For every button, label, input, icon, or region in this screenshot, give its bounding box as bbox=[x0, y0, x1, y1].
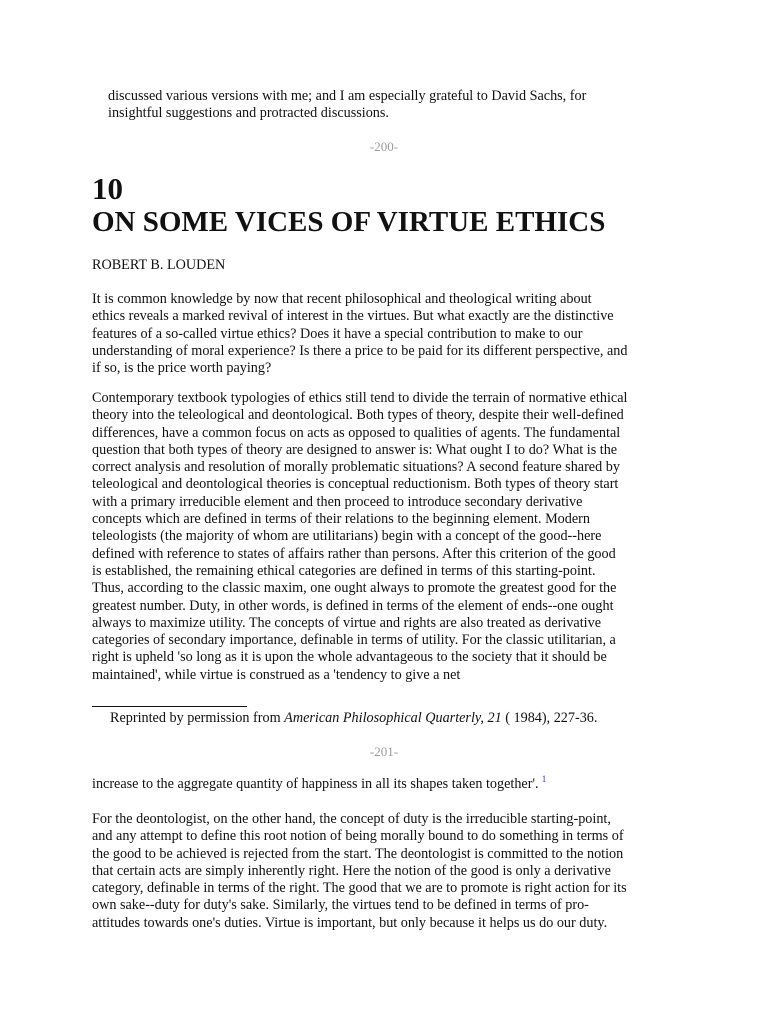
text-line: insightful suggestions and protracted discussions. bbox=[108, 105, 389, 121]
text-line: always to maximize utility. The concepts of virtue and rights are also treated as derivative bbox=[92, 614, 602, 631]
text-line: and any attempt to define this root notion of being morally bound to do something in terms of bbox=[92, 828, 624, 845]
text-line: For the deontologist, on the other hand, the concept of duty is the irreducible starting-point, bbox=[92, 811, 611, 827]
text-line: differences, have a common focus on acts as opposed to qualities of agents. The fundamental bbox=[92, 424, 621, 441]
chapter-title: ON SOME VICES OF VIRTUE ETHICS bbox=[92, 206, 606, 238]
footnote-reference-link[interactable]: 1 bbox=[541, 775, 547, 786]
chapter-number: 10 bbox=[92, 171, 123, 206]
text-line: teleologists (the majority of whom are utilitarians) begin with a concept of the good--here bbox=[92, 528, 602, 545]
footnote-prefix: Reprinted by permission from bbox=[110, 710, 285, 726]
text-line: category, definable in terms of the right. The good that we are to promote is right action for its bbox=[92, 880, 627, 897]
footnote bbox=[110, 710, 597, 727]
text-line: theory into the teleological and deontological. Both types of theory, despite their well-defined bbox=[92, 407, 624, 424]
text-line: defined with reference to states of affairs rather than persons. After this criterion of the good bbox=[92, 545, 616, 562]
paragraph bbox=[92, 776, 677, 793]
text-line: own sake--duty for duty's sake. Similarly, the virtues tend to be defined in terms of pro- bbox=[92, 897, 589, 914]
text-line: features of a so-called virtue ethics? Does it have a special contribution to make to our bbox=[92, 325, 583, 342]
text-line: understanding of moral experience? Is there a price to be paid for its different perspective, and bbox=[92, 342, 628, 359]
author-name: ROBERT B. LOUDEN bbox=[92, 257, 226, 273]
paragraph bbox=[92, 291, 677, 377]
page-number: -200- bbox=[369, 139, 399, 154]
text-line: Thus, according to the classic maxim, one ought always to promote the greatest good for the bbox=[92, 580, 617, 597]
text-line-content: increase to the aggregate quantity of happiness in all its shapes taken together'. bbox=[92, 776, 539, 792]
text-line: is established, the remaining ethical categories are defined in terms of this starting-point. bbox=[92, 562, 596, 579]
footnote-suffix: ( 1984), 227-36. bbox=[501, 710, 598, 726]
page-number: -201- bbox=[369, 744, 399, 759]
text-line: that certain acts are simply inherently right. Here the notion of the good is only a derivative bbox=[92, 862, 611, 879]
intro-text bbox=[108, 88, 708, 122]
text-line: teleological and deontological theories is conceptual reductionism. Both types of theory start bbox=[92, 476, 619, 493]
paragraph bbox=[92, 390, 677, 684]
text-line: discussed various versions with me; and I am especially grateful to David Sachs, for bbox=[108, 88, 587, 104]
text-line: question that both types of theory are designed to answer is: What ought I to do? What is the bbox=[92, 441, 618, 458]
text-line: ethics reveals a marked revival of interest in the virtues. But what exactly are the distinctive bbox=[92, 308, 614, 325]
text-line: categories of secondary importance, definable in terms of utility. For the classic utilitarian, a bbox=[92, 632, 616, 649]
text-line: attitudes towards one's duties. Virtue is important, but only because it helps us do our duty. bbox=[92, 914, 608, 931]
text-line bbox=[92, 776, 677, 793]
text-line: the good to be achieved is rejected from the start. The deontologist is committed to the notion bbox=[92, 845, 624, 862]
text-line: maintained', while virtue is construed as a 'tendency to give a net bbox=[92, 666, 461, 683]
text-line: concepts which are defined in terms of their relations to the beginning element. Modern bbox=[92, 511, 590, 528]
paragraph bbox=[92, 811, 677, 932]
text-line: Contemporary textbook typologies of ethics still tend to divide the terrain of normative ethical bbox=[92, 390, 628, 406]
text-line: right is upheld 'so long as it is upon the whole advantageous to the society that it should be bbox=[92, 649, 607, 666]
footnote-source: American Philosophical Quarterly, 21 bbox=[284, 710, 502, 726]
footnote-divider bbox=[92, 706, 247, 707]
text-line: greatest number. Duty, in other words, is defined in terms of the element of ends--one ought bbox=[92, 597, 614, 614]
text-line: if so, is the price worth paying? bbox=[92, 360, 272, 377]
text-line: with a primary irreducible element and then proceed to introduce secondary derivative bbox=[92, 493, 583, 510]
text-line: It is common knowledge by now that recent philosophical and theological writing about bbox=[92, 291, 592, 307]
text-line: correct analysis and resolution of morally problematic situations? A second feature shared by bbox=[92, 459, 620, 476]
